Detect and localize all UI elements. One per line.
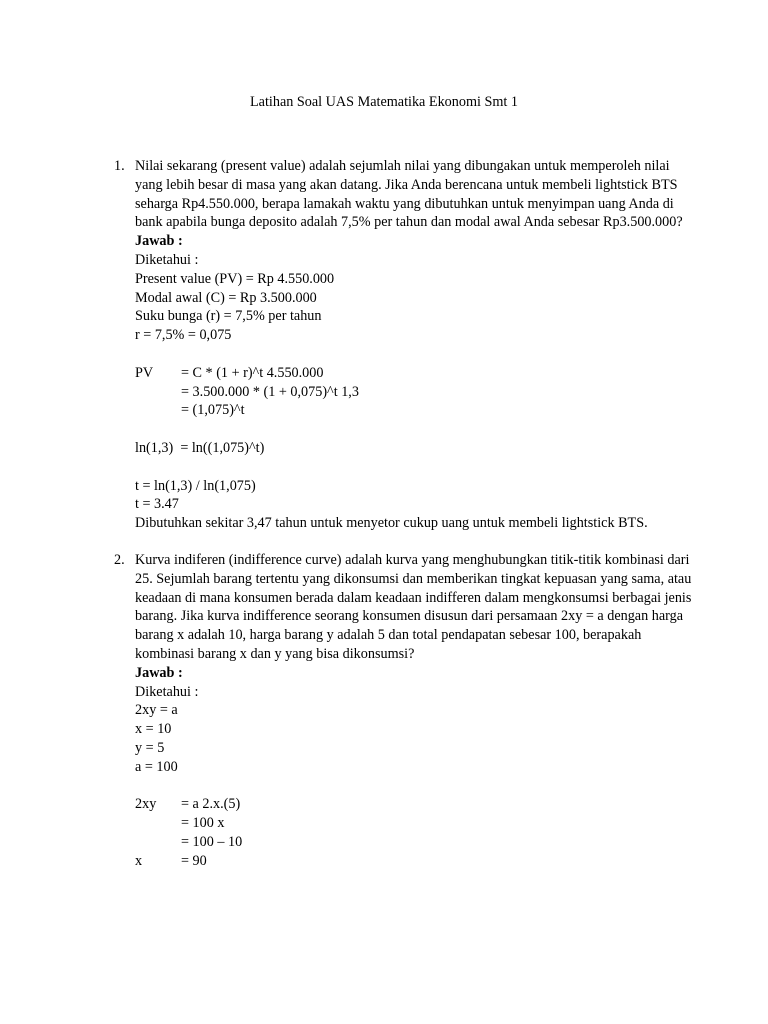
- calc-value: = 90: [181, 852, 207, 869]
- calc-row: [135, 383, 675, 402]
- question-text-line: barang x adalah 10, harga barang y adalah 5 dan total pendapatan sebesar 100, berapakah: [135, 627, 642, 644]
- question-text-line: keadaan di mana konsumen berada dalam keadaan indifferen dalam mengkonsumsi berbagai jenis: [135, 589, 692, 606]
- answer-heading: Jawab :: [135, 233, 183, 250]
- question-text-line: seharga Rp4.550.000, berapa lamakah waktu yang dibutuhkan untuk menyimpan uang Anda di: [135, 195, 674, 212]
- given-line: Modal awal (C) = Rp 3.500.000: [135, 289, 317, 306]
- answer-heading: Jawab :: [135, 664, 183, 681]
- given-line: y = 5: [135, 739, 165, 756]
- calc-value: = a 2.x.(5): [181, 796, 241, 813]
- given-line: 2xy = a: [135, 702, 178, 719]
- result-line: t = 3.47: [135, 496, 179, 513]
- calc-value: = 3.500.000 * (1 + 0,075)^t 1,3: [181, 383, 359, 400]
- spacer: [135, 777, 675, 796]
- spacer: [135, 420, 675, 439]
- calc-row: [135, 795, 675, 814]
- calc-label: x: [135, 852, 143, 869]
- calc-row: [135, 401, 675, 420]
- question-text-line: 25. Sejumlah barang tertentu yang dikonsumsi dan memberikan tingkat kepuasan yang sama, atau: [135, 570, 692, 587]
- question-number: 2.: [114, 552, 125, 568]
- question-text-line: Nilai sekarang (present value) adalah sejumlah nilai yang dibungakan untuk memperoleh nilai: [135, 158, 670, 174]
- calc-label: 2xy: [135, 796, 157, 813]
- known-heading: Diketahui :: [135, 683, 199, 700]
- question-text-line: yang lebih besar di masa yang akan datang. Jika Anda berencana untuk membeli lightstick BTS: [135, 176, 678, 193]
- question-number: 1.: [114, 158, 125, 174]
- question-text-line: kombinasi barang x dan y yang bisa dikonsumsi?: [135, 645, 415, 662]
- given-line: Present value (PV) = Rp 4.550.000: [135, 270, 335, 287]
- calc-value: = 100 – 10: [181, 833, 243, 850]
- calc-row: [135, 814, 675, 833]
- question-1-body: [135, 157, 683, 533]
- calc-row: [135, 364, 675, 383]
- question-text-line: Kurva indiferen (indifference curve) adalah kurva yang menghubungkan titik-titik kombinasi dari: [135, 552, 690, 568]
- result-line: t = ln(1,3) / ln(1,075): [135, 477, 256, 494]
- spacer: [135, 458, 675, 477]
- question-text-line: bank apabila bunga deposito adalah 7,5% per tahun dan modal awal Anda sebesar Rp3.500.000?: [135, 214, 683, 231]
- calc-value: = (1,075)^t: [181, 402, 245, 419]
- question-text-line: barang. Jika kurva indifference seorang konsumen disusun dari persamaan 2xy = a dengan harga: [135, 608, 683, 625]
- calc-label: PV: [135, 364, 154, 381]
- given-line: r = 7,5% = 0,075: [135, 327, 232, 344]
- calc-value: = C * (1 + r)^t 4.550.000: [181, 364, 324, 381]
- calc-row: [135, 852, 675, 871]
- known-heading: Diketahui :: [135, 251, 199, 268]
- calc-row: [135, 833, 675, 852]
- calc-value: = 100 x: [181, 815, 225, 832]
- given-line: a = 100: [135, 758, 178, 775]
- ln-line: ln(1,3) = ln((1,075)^t): [135, 439, 265, 456]
- given-line: Suku bunga (r) = 7,5% per tahun: [135, 308, 322, 325]
- spacer: [135, 345, 675, 364]
- conclusion-line: Dibutuhkan sekitar 3,47 tahun untuk menyetor cukup uang untuk membeli lightstick BTS.: [135, 515, 648, 532]
- given-line: x = 10: [135, 721, 172, 738]
- document-title: Latihan Soal UAS Matematika Ekonomi Smt 1: [250, 94, 518, 110]
- question-2-body: [135, 551, 692, 871]
